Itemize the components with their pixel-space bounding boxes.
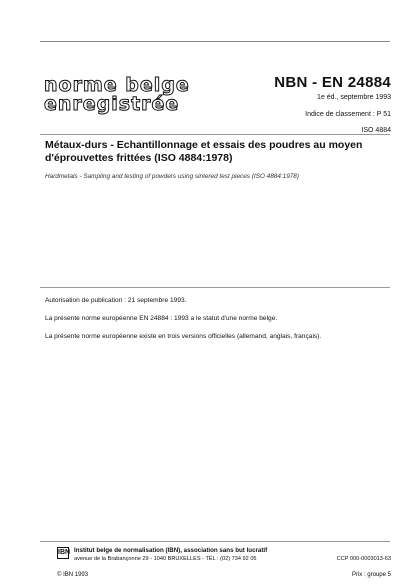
institute-name: Institut belge de normalisation (IBN), association sans but lucratif <box>74 547 268 554</box>
iso-reference: ISO 4884 <box>361 127 391 134</box>
title-english: Hardmetals - Sampling and testing of powders using sintered test pieces (ISO 4884:1978) <box>45 173 299 180</box>
versions-note: La présente norme européenne existe en trois versions officielles (allemand, anglais, français). <box>45 333 322 340</box>
institute-address: avenue de la Brabançonne 29 - 1040 BRUXELLES - TÉL : (02) 734 92 05 <box>74 556 257 562</box>
copyright-code: © IBN 1993 <box>57 572 89 578</box>
title-french: Métaux-durs - Echantillonnage et essais des poudres au moyen d'éprouvettes frittées (ISO 4884:1978) <box>45 139 363 164</box>
classification-index: Indice de classement : P 51 <box>305 111 391 118</box>
ibn-logo-icon: IBN <box>57 547 69 559</box>
logo-line-2: enregistrée <box>44 93 180 115</box>
top-divider <box>40 41 390 42</box>
footer-divider <box>40 541 390 542</box>
logo-line-1: norme belge <box>44 74 190 96</box>
notes-divider <box>40 287 390 288</box>
edition-date: 1e éd., septembre 1993 <box>317 94 391 101</box>
price-group: Prix : groupe 5 <box>351 572 391 578</box>
title-divider <box>40 134 390 135</box>
account-reference: CCP 000-0003013-63 <box>336 556 391 562</box>
publication-date-note: Autorisation de publication : 21 septembre 1993. <box>45 297 187 304</box>
standard-number: NBN - EN 24884 <box>274 74 391 91</box>
status-note: La présente norme européenne EN 24884 : 1993 a le statut d'une norme belge. <box>45 315 278 322</box>
